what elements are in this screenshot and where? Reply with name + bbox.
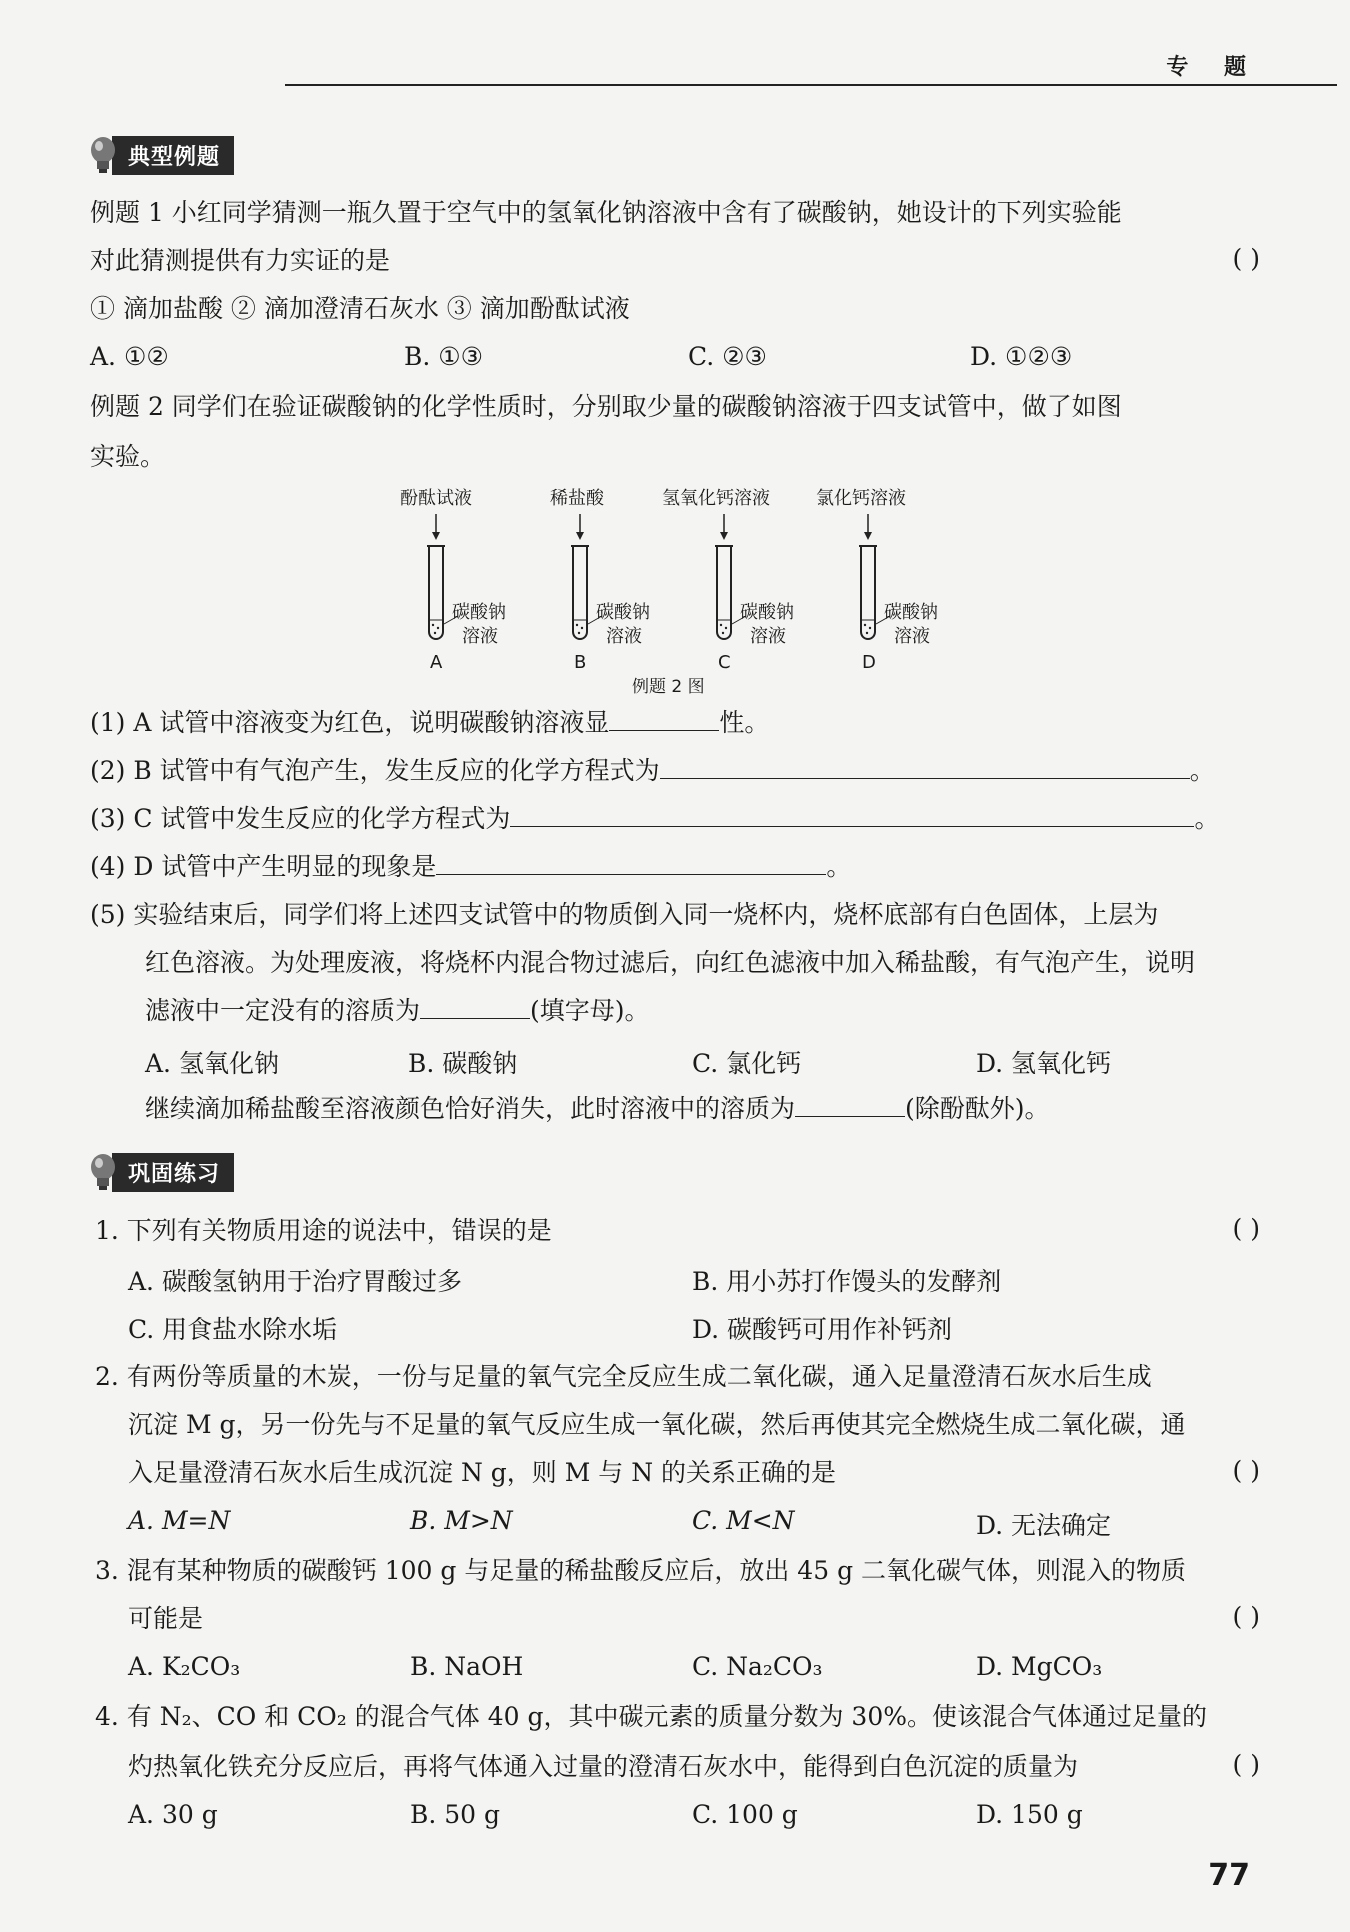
ex2-q5-line2: 红色溶液。为处理废液，将烧杯内混合物过滤后，向红色滤液中加入稀盐酸，有气泡产生，说明	[145, 948, 1196, 977]
ex2-q3: (3) C 试管中发生反应的化学方程式为 。	[90, 804, 1220, 833]
p3-line2: 可能是	[128, 1604, 204, 1633]
reagent-label-d: 氯化钙溶液	[816, 488, 906, 509]
lightbulb-icon	[88, 1153, 118, 1191]
test-tube-figure	[390, 484, 970, 697]
practice-section-badge	[88, 1153, 234, 1191]
ex1-option-d: D. ①②③	[970, 342, 1073, 371]
p3-option-b: B. NaOH	[410, 1652, 524, 1681]
p2-option-c: C. M<N	[692, 1506, 795, 1535]
ex2-q2: (2) B 试管中有气泡产生，发生反应的化学方程式为 。	[90, 756, 1215, 785]
ex1-option-b: B. ①③	[404, 342, 484, 371]
p2-option-b: B. M>N	[410, 1506, 513, 1535]
ex2-q5-line4: 继续滴加稀盐酸至溶液颜色恰好消失，此时溶液中的溶质为 (除酚酞外)。	[145, 1094, 1050, 1123]
practice-title: 巩固练习	[112, 1153, 234, 1192]
tube-letter-c: C	[718, 652, 731, 673]
p1-option-a: A. 碳酸氢钠用于治疗胃酸过多	[128, 1267, 462, 1296]
p4-option-b: B. 50 g	[410, 1800, 501, 1829]
p1-option-c: C. 用食盐水除水垢	[128, 1315, 338, 1344]
ex1-items: ① 滴加盐酸 ② 滴加澄清石灰水 ③ 滴加酚酞试液	[90, 294, 630, 323]
header-title: 专 题	[1166, 55, 1260, 80]
p1-option-d: D. 碳酸钙可用作补钙剂	[692, 1315, 953, 1344]
p2-answer-bracket: ( )	[1232, 1456, 1260, 1485]
p2-line2: 沉淀 M g，另一份先与不足量的氧气反应生成一氧化碳，然后再使其完全燃烧生成二氧化碳，通	[128, 1410, 1186, 1439]
p4-line1: 4. 有 N₂、CO 和 CO₂ 的混合气体 40 g，其中碳元素的质量分数为 30%。使该混合气体通过足量的	[95, 1702, 1207, 1731]
ex2-q5-option-d: D. 氢氧化钙	[976, 1049, 1112, 1078]
tube-a-label-2: 溶液	[462, 626, 498, 647]
p2-option-a: A. M=N	[128, 1506, 231, 1535]
tube-b-label-1: 碳酸钠	[596, 602, 650, 623]
p1-stem: 1. 下列有关物质用途的说法中，错误的是	[95, 1216, 552, 1245]
examples-title: 典型例题	[112, 136, 234, 175]
tube-c-label-1: 碳酸钠	[740, 602, 794, 623]
ex1-answer-bracket: ( )	[1232, 244, 1260, 273]
tube-letter-d: D	[862, 652, 876, 673]
tube-d-label-1: 碳酸钠	[884, 602, 938, 623]
examples-section-badge	[88, 136, 234, 174]
page-number: 77	[1208, 1858, 1250, 1893]
reagent-label-a: 酚酞试液	[400, 488, 472, 509]
ex1-option-a: A. ①②	[90, 342, 169, 371]
p3-option-c: C. Na₂CO₃	[692, 1652, 823, 1681]
p2-line3: 入足量澄清石灰水后生成沉淀 N g，则 M 与 N 的关系正确的是	[128, 1458, 837, 1487]
p2-option-d: D. 无法确定	[976, 1511, 1112, 1540]
ex2-q5-option-c: C. 氯化钙	[692, 1049, 802, 1078]
ex2-q5-line3: 滤液中一定没有的溶质为 (填字母)。	[145, 996, 650, 1025]
ex1-option-c: C. ②③	[688, 342, 767, 371]
figure-caption: 例题 2 图	[632, 677, 705, 697]
tube-b-label-2: 溶液	[606, 626, 642, 647]
p4-option-c: C. 100 g	[692, 1800, 798, 1829]
tube-a-label-1: 碳酸钠	[452, 602, 506, 623]
tube-letter-a: A	[430, 652, 443, 673]
ex2-line1: 例题 2 同学们在验证碳酸钠的化学性质时，分别取少量的碳酸钠溶液于四支试管中，做了如图	[90, 392, 1122, 421]
p1-answer-bracket: ( )	[1232, 1214, 1260, 1243]
tube-d-label-2: 溶液	[894, 626, 930, 647]
ex2-q4: (4) D 试管中产生明显的现象是 。	[90, 852, 852, 881]
p3-option-d: D. MgCO₃	[976, 1652, 1103, 1681]
reagent-label-c: 氢氧化钙溶液	[662, 488, 770, 509]
ex1-line2: 对此猜测提供有力实证的是	[90, 246, 391, 275]
ex2-line2: 实验。	[90, 442, 166, 471]
lightbulb-icon	[88, 136, 118, 174]
p3-option-a: A. K₂CO₃	[128, 1652, 241, 1681]
header-rule	[285, 84, 1337, 86]
tube-letter-b: B	[574, 652, 587, 673]
p4-option-d: D. 150 g	[976, 1800, 1083, 1829]
ex1-line1: 例题 1 小红同学猜测一瓶久置于空气中的氢氧化钠溶液中含有了碳酸钠，她设计的下列实验能	[90, 198, 1122, 227]
p4-line2: 灼热氧化铁充分反应后，再将气体通入过量的澄清石灰水中，能得到白色沉淀的质量为	[128, 1752, 1079, 1781]
ex2-q5-option-a: A. 氢氧化钠	[145, 1049, 279, 1078]
p2-line1: 2. 有两份等质量的木炭，一份与足量的氧气完全反应生成二氧化碳，通入足量澄清石灰水后生成	[95, 1362, 1152, 1391]
test-tubes-drawing	[390, 484, 970, 694]
tube-c-label-2: 溶液	[750, 626, 786, 647]
p3-answer-bracket: ( )	[1232, 1602, 1260, 1631]
reagent-label-b: 稀盐酸	[550, 488, 604, 509]
p1-option-b: B. 用小苏打作馒头的发酵剂	[692, 1267, 1002, 1296]
p3-line1: 3. 混有某种物质的碳酸钙 100 g 与足量的稀盐酸反应后，放出 45 g 二氧化碳气体，则混入的物质	[95, 1556, 1187, 1585]
ex2-q1: (1) A 试管中溶液变为红色，说明碳酸钠溶液显 性。	[90, 708, 770, 737]
p4-option-a: A. 30 g	[128, 1800, 218, 1829]
p4-answer-bracket: ( )	[1232, 1750, 1260, 1779]
ex2-q5-option-b: B. 碳酸钠	[408, 1049, 518, 1078]
ex2-q5-line1: (5) 实验结束后，同学们将上述四支试管中的物质倒入同一烧杯内，烧杯底部有白色固体，上层为	[90, 900, 1159, 929]
